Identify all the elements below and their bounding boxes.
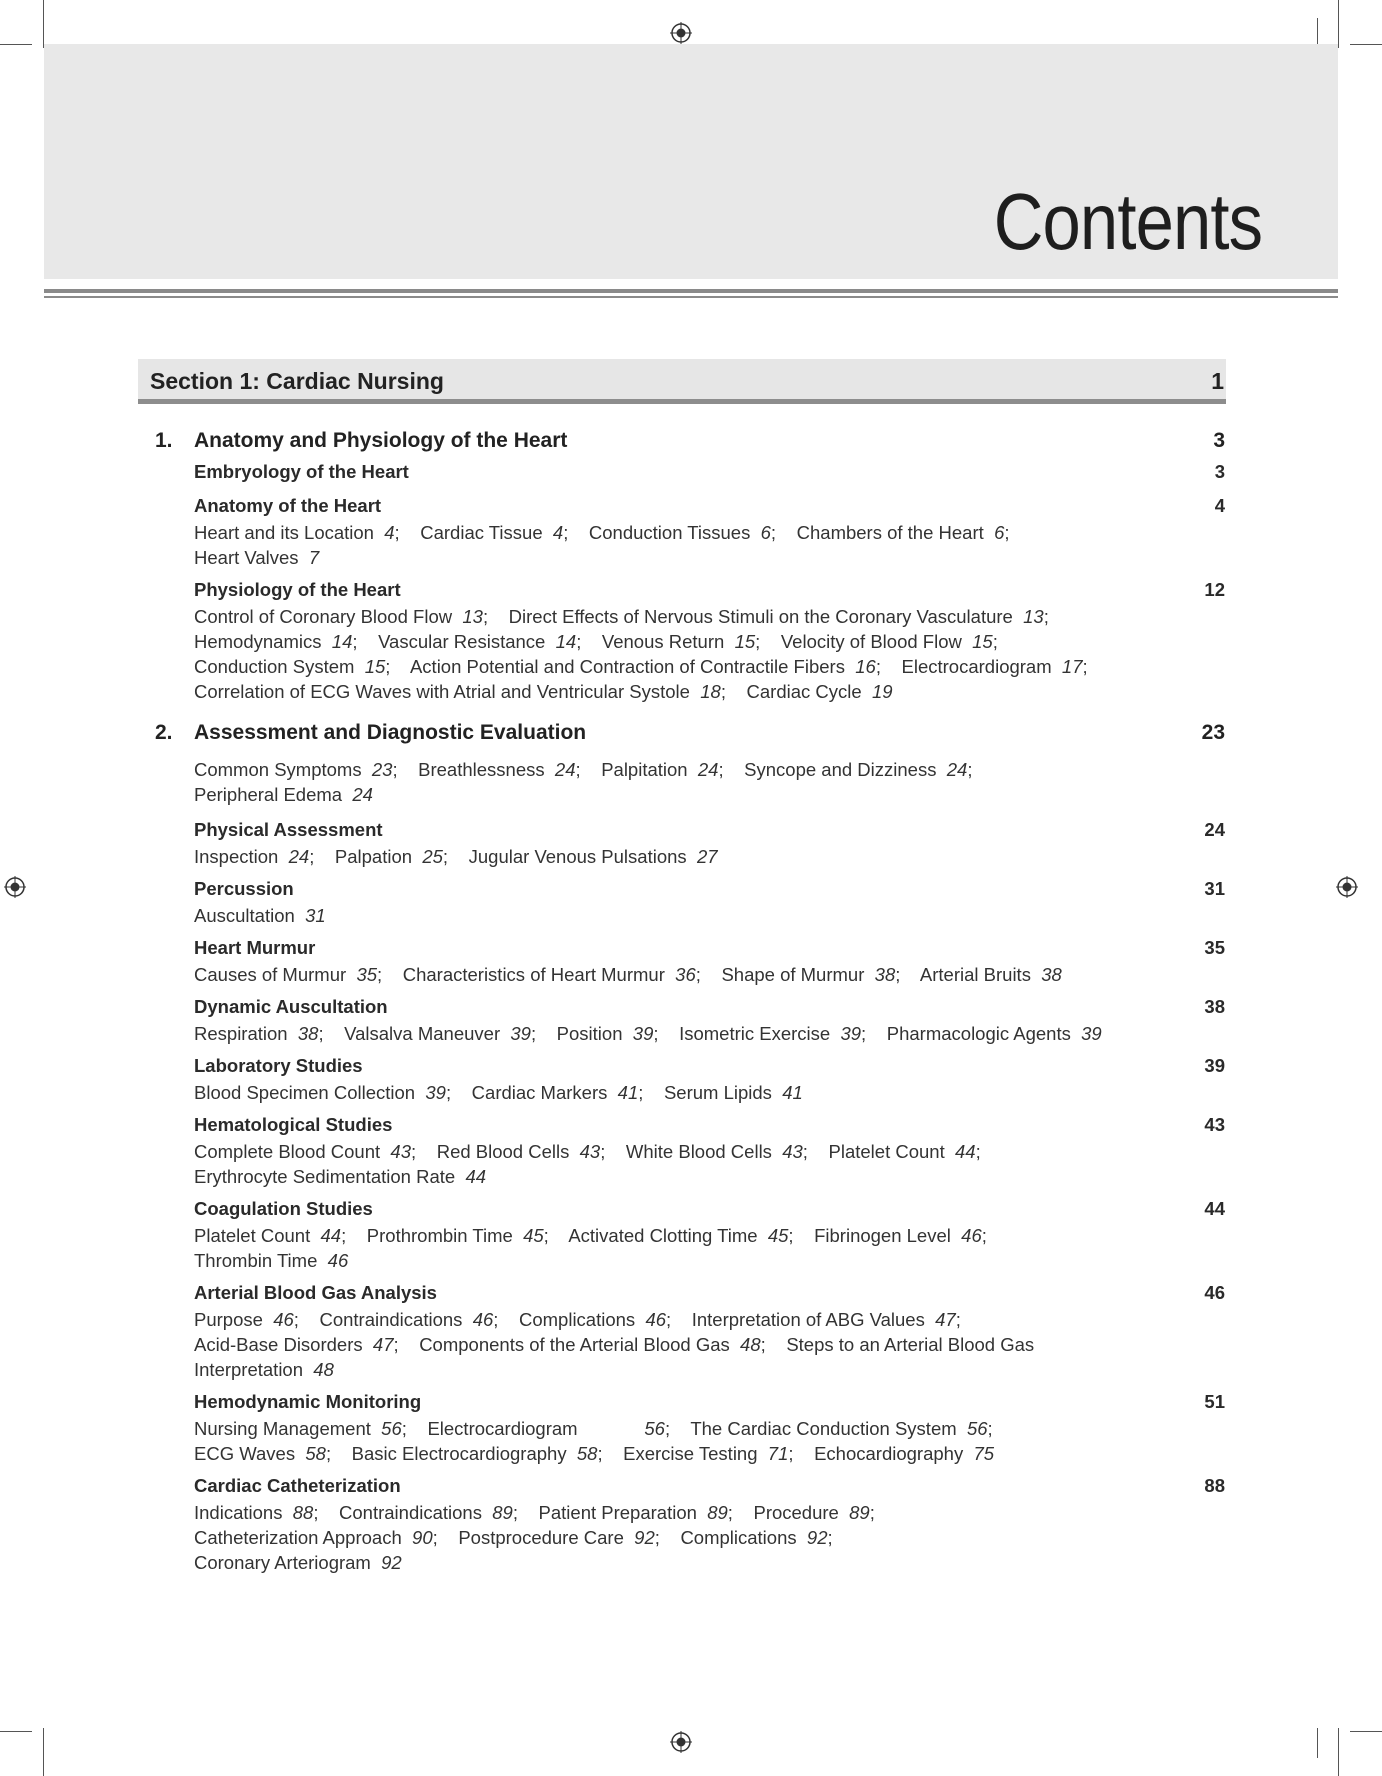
toc-entry-line: Indications 88; Contraindications 89; Patient Preparation 89; Procedure 89; bbox=[194, 1502, 875, 1523]
crop-mark bbox=[0, 44, 32, 45]
toc-entry-page: 48 bbox=[313, 1359, 334, 1380]
toc-entry-title: Platelet Count bbox=[194, 1225, 311, 1246]
toc-entry-title: White Blood Cells bbox=[625, 1141, 772, 1162]
toc-entry-title: Hemodynamics bbox=[194, 631, 322, 652]
toc-entry-title: Interpretation bbox=[194, 1359, 304, 1380]
registration-mark-icon bbox=[1336, 876, 1358, 898]
toc-entry-title: Erythrocyte Sedimentation Rate bbox=[194, 1166, 456, 1187]
toc-entry-page: 89 bbox=[707, 1502, 728, 1523]
toc-entry-page: 43 bbox=[390, 1141, 411, 1162]
toc-entry-line bbox=[194, 1166, 486, 1188]
toc-entry-title: Acid-Base Disorders bbox=[194, 1334, 363, 1355]
toc-entry-title: Vascular Resistance bbox=[378, 631, 546, 652]
toc-entry-title: Isometric Exercise bbox=[679, 1023, 831, 1044]
toc-entry-title: Complications bbox=[518, 1309, 636, 1330]
toc-entry-title: Jugular Venous Pulsations bbox=[468, 846, 687, 867]
toc-entry-title: Steps to an Arterial Blood Gas bbox=[786, 1334, 1035, 1355]
toc-entry-line bbox=[194, 1359, 334, 1381]
toc-entry-title: Breathlessness bbox=[418, 759, 545, 780]
toc-entry-page: 31 bbox=[305, 905, 326, 926]
toc-entry-page: 92 bbox=[806, 1527, 828, 1548]
toc-entry-page: 25 bbox=[422, 846, 443, 867]
subsection-page-number: 31 bbox=[1204, 878, 1225, 899]
toc-entry-title: Electrocardiogram bbox=[901, 656, 1052, 677]
header-rule bbox=[44, 289, 1338, 293]
crop-mark bbox=[1338, 0, 1339, 48]
toc-entry-title: ECG Waves bbox=[194, 1443, 296, 1464]
toc-entry-title: Interpretation of ABG Values bbox=[691, 1309, 925, 1330]
toc-entry-title: Thrombin Time bbox=[194, 1250, 318, 1271]
toc-entry-page: 88 bbox=[292, 1502, 314, 1523]
subsection-page-number: 39 bbox=[1204, 1055, 1225, 1076]
chapter-page-number: 23 bbox=[1201, 721, 1225, 744]
chapter-number: 1. bbox=[155, 429, 173, 452]
toc-entry-title: Cardiac Cycle bbox=[746, 681, 862, 702]
toc-entry-page: 39 bbox=[510, 1023, 531, 1044]
toc-entry-page: 38 bbox=[874, 964, 896, 985]
toc-entry-page: 43 bbox=[782, 1141, 803, 1162]
toc-entry-page: 45 bbox=[767, 1225, 789, 1246]
crop-mark bbox=[0, 1731, 32, 1732]
subsection-page-number: 12 bbox=[1204, 579, 1225, 600]
toc-entry-page: 35 bbox=[356, 964, 378, 985]
subsection-title: Laboratory Studies bbox=[194, 1055, 363, 1076]
subsection-page-number: 46 bbox=[1204, 1282, 1225, 1303]
crop-mark bbox=[1350, 1731, 1382, 1732]
subsection-title: Percussion bbox=[194, 878, 294, 899]
page-title: Contents bbox=[993, 177, 1262, 266]
toc-entry-title: Coronary Arteriogram bbox=[194, 1552, 371, 1573]
subsection-page-number: 3 bbox=[1214, 461, 1225, 482]
toc-entry-page: 58 bbox=[305, 1443, 326, 1464]
chapter-page-number: 3 bbox=[1213, 429, 1225, 452]
toc-entry-page: 41 bbox=[617, 1082, 639, 1103]
toc-entry-page: 7 bbox=[308, 547, 320, 568]
toc-entry-page: 39 bbox=[425, 1082, 446, 1103]
toc-entry-title: Causes of Murmur bbox=[194, 964, 347, 985]
toc-entry-title: Position bbox=[556, 1023, 623, 1044]
toc-entry-page: 38 bbox=[297, 1023, 319, 1044]
chapter-title: Anatomy and Physiology of the Heart bbox=[194, 429, 568, 452]
toc-entry-line: Blood Specimen Collection 39; Cardiac Markers 41; Serum Lipids 41 bbox=[194, 1082, 803, 1103]
section-title: Section 1: Cardiac Nursing bbox=[150, 368, 444, 394]
toc-entry-line: Catheterization Approach 90; Postprocedure Care 92; Complications 92; bbox=[194, 1527, 833, 1548]
toc-entry-page: 46 bbox=[327, 1250, 349, 1271]
toc-entry-title: Components of the Arterial Blood Gas bbox=[419, 1334, 730, 1355]
toc-entry-title: Echocardiography bbox=[814, 1443, 964, 1464]
header-rule bbox=[44, 296, 1338, 298]
toc-entry-title: Peripheral Edema bbox=[194, 784, 343, 805]
toc-entry-page: 39 bbox=[1081, 1023, 1102, 1044]
toc-entry-line bbox=[194, 547, 319, 569]
toc-entry-page: 92 bbox=[634, 1527, 655, 1548]
toc-entry-title: Contraindications bbox=[319, 1309, 463, 1330]
toc-entry-page: 44 bbox=[320, 1225, 342, 1246]
toc-entry-page: 18 bbox=[700, 681, 721, 702]
crop-mark bbox=[43, 0, 44, 48]
toc-entry-title: Postprocedure Care bbox=[458, 1527, 624, 1548]
toc-entry-page: 14 bbox=[555, 631, 577, 652]
toc-entry-title: Shape of Murmur bbox=[721, 964, 865, 985]
toc-entry-page: 92 bbox=[381, 1552, 402, 1573]
toc-entry-title: Indications bbox=[194, 1502, 283, 1523]
toc-entry-line: Correlation of ECG Waves with Atrial and Ventricular Systole 18; Cardiac Cycle 19 bbox=[194, 681, 893, 702]
toc-entry-title: Basic Electrocardiography bbox=[351, 1443, 567, 1464]
toc-entry-page: 89 bbox=[492, 1502, 513, 1523]
toc-entry-line: ECG Waves 58; Basic Electrocardiography 58; Exercise Testing 71; Echocardiography 75 bbox=[194, 1443, 995, 1464]
toc-entry-title: Conduction Tissues bbox=[588, 522, 751, 543]
toc-entry-title: Serum Lipids bbox=[663, 1082, 772, 1103]
toc-entry-page: 13 bbox=[1023, 606, 1044, 627]
toc-entry-line: Respiration 38; Valsalva Maneuver 39; Position 39; Isometric Exercise 39; Pharmacologic Agents 39 bbox=[194, 1023, 1102, 1044]
toc-entry-page: 43 bbox=[579, 1141, 601, 1162]
subsection-title: Embryology of the Heart bbox=[194, 461, 409, 482]
subsection-title: Arterial Blood Gas Analysis bbox=[194, 1282, 437, 1303]
toc-entry-title: Contraindications bbox=[339, 1502, 482, 1523]
toc-entry-page: 46 bbox=[472, 1309, 494, 1330]
chapter-number: 2. bbox=[155, 721, 173, 744]
toc-entry-title: Heart and its Location bbox=[194, 522, 374, 543]
subsection-title: Dynamic Auscultation bbox=[194, 996, 388, 1017]
registration-mark-icon bbox=[4, 876, 26, 898]
toc-entry-page: 17 bbox=[1061, 656, 1083, 677]
subsection-page-number: 4 bbox=[1214, 495, 1225, 516]
toc-entry-title: Patient Preparation bbox=[538, 1502, 697, 1523]
toc-entry-page: 44 bbox=[955, 1141, 976, 1162]
subsection-page-number: 43 bbox=[1204, 1114, 1225, 1135]
toc-entry-title: Arterial Bruits bbox=[919, 964, 1031, 985]
toc-entry-title: Palpation bbox=[334, 846, 413, 867]
toc-entry-title: Auscultation bbox=[194, 905, 295, 926]
toc-entry-title: Action Potential and Contraction of Contractile Fibers bbox=[409, 656, 845, 677]
subsection-page-number: 44 bbox=[1204, 1198, 1225, 1219]
toc-entry-page: 14 bbox=[331, 631, 353, 652]
toc-entry-page: 23 bbox=[371, 759, 393, 780]
toc-entry-page: 15 bbox=[364, 656, 386, 677]
crop-mark bbox=[43, 1728, 44, 1776]
toc-entry-line: Control of Coronary Blood Flow 13; Direct Effects of Nervous Stimuli on the Coronary Vasculature 13; bbox=[194, 606, 1049, 627]
toc-entry-line: Common Symptoms 23; Breathlessness 24; Palpitation 24; Syncope and Dizziness 24; bbox=[194, 759, 973, 780]
toc-entry-line: Purpose 46; Contraindications 46; Complications 46; Interpretation of ABG Values 47; bbox=[194, 1309, 961, 1330]
toc-entry-page: 41 bbox=[782, 1082, 803, 1103]
toc-entry-line: Nursing Management 56; Electrocardiogram 56; The Cardiac Conduction System 56; bbox=[194, 1418, 993, 1439]
crop-mark bbox=[1350, 44, 1382, 45]
toc-entry-page: 71 bbox=[767, 1443, 789, 1464]
toc-entry-title: Characteristics of Heart Murmur bbox=[402, 964, 665, 985]
toc-entry-title: Respiration bbox=[194, 1023, 288, 1044]
toc-entry-title: Syncope and Dizziness bbox=[744, 759, 937, 780]
toc-entry-page: 6 bbox=[760, 522, 771, 543]
toc-entry-line: Causes of Murmur 35; Characteristics of Heart Murmur 36; Shape of Murmur 38; Arterial Bruits 38 bbox=[194, 964, 1062, 985]
toc-entry-title: Red Blood Cells bbox=[436, 1141, 570, 1162]
crop-mark bbox=[1317, 1728, 1318, 1758]
toc-entry-page: 38 bbox=[1041, 964, 1062, 985]
subsection-title: Physical Assessment bbox=[194, 819, 383, 840]
toc-entry-line: Conduction System 15; Action Potential and Contraction of Contractile Fibers 16; Electrocardiogram 17; bbox=[194, 656, 1088, 677]
toc-entry-title: Correlation of ECG Waves with Atrial and Ventricular Systole bbox=[194, 681, 690, 702]
toc-entry-page: 47 bbox=[372, 1334, 394, 1355]
toc-entry-line bbox=[194, 784, 373, 806]
toc-entry-page: 58 bbox=[576, 1443, 598, 1464]
toc-entry-title: Complications bbox=[680, 1527, 797, 1548]
toc-entry-title: Common Symptoms bbox=[194, 759, 362, 780]
subsection-page-number: 38 bbox=[1204, 996, 1225, 1017]
crop-mark bbox=[1338, 1728, 1339, 1776]
toc-entry-page: 39 bbox=[632, 1023, 654, 1044]
toc-entry-page: 24 bbox=[352, 784, 373, 805]
toc-entry-title: Complete Blood Count bbox=[194, 1141, 381, 1162]
chapter-title: Assessment and Diagnostic Evaluation bbox=[194, 721, 587, 744]
toc-entry-page: 24 bbox=[554, 759, 576, 780]
toc-entry-page: 56 bbox=[966, 1418, 988, 1439]
toc-entry-page: 15 bbox=[734, 631, 756, 652]
toc-entry-line: Platelet Count 44; Prothrombin Time 45; Activated Clotting Time 45; Fibrinogen Level 46; bbox=[194, 1225, 987, 1246]
toc-entry-title: Cardiac Tissue bbox=[420, 522, 543, 543]
toc-entry-line: Inspection 24; Palpation 25; Jugular Venous Pulsations 27 bbox=[194, 846, 718, 867]
subsection-title: Hematological Studies bbox=[194, 1114, 393, 1135]
toc-entry-page: 24 bbox=[697, 759, 719, 780]
toc-entry-line bbox=[194, 1552, 402, 1574]
toc-entry-title: Exercise Testing bbox=[623, 1443, 758, 1464]
subsection-title: Physiology of the Heart bbox=[194, 579, 401, 600]
toc-entry-page: 15 bbox=[972, 631, 993, 652]
subsection-title: Anatomy of the Heart bbox=[194, 495, 382, 516]
toc-entry-line: Heart and its Location 4; Cardiac Tissue 4; Conduction Tissues 6; Chambers of the Heart 6; bbox=[194, 522, 1010, 543]
subsection-page-number: 51 bbox=[1204, 1391, 1225, 1412]
toc-entry-page: 47 bbox=[935, 1309, 956, 1330]
toc-entry-title: Electrocardiogram bbox=[427, 1418, 635, 1439]
toc-entry-title: Prothrombin Time bbox=[366, 1225, 513, 1246]
registration-mark-icon bbox=[670, 1731, 692, 1753]
toc-entry-page: 24 bbox=[946, 759, 968, 780]
toc-entry-title: Nursing Management bbox=[194, 1418, 371, 1439]
toc-entry-title: Inspection bbox=[194, 846, 279, 867]
toc-entry-title: Direct Effects of Nervous Stimuli on the Coronary Vasculature bbox=[508, 606, 1013, 627]
subsection-title: Hemodynamic Monitoring bbox=[194, 1391, 422, 1412]
subsection-title: Cardiac Catheterization bbox=[194, 1475, 401, 1496]
registration-mark-icon bbox=[670, 22, 692, 44]
toc-entry-page: 44 bbox=[465, 1166, 487, 1187]
toc-entry-title: Venous Return bbox=[601, 631, 725, 652]
toc-entry-title: Purpose bbox=[194, 1309, 263, 1330]
toc-entry-page: 36 bbox=[675, 964, 696, 985]
toc-entry-page: 24 bbox=[288, 846, 310, 867]
toc-entry-page: 13 bbox=[462, 606, 483, 627]
toc-entry-title: Control of Coronary Blood Flow bbox=[194, 606, 453, 627]
toc-entry-page: 6 bbox=[994, 522, 1005, 543]
toc-entry-title: Heart Valves bbox=[194, 547, 299, 568]
toc-entry-title: Procedure bbox=[753, 1502, 839, 1523]
subsection-title: Heart Murmur bbox=[194, 937, 316, 958]
toc-entry-page: 90 bbox=[412, 1527, 433, 1548]
section-page-number: 1 bbox=[1211, 368, 1224, 394]
toc-entry-line bbox=[194, 905, 326, 927]
toc-entry-line: Hemodynamics 14; Vascular Resistance 14; Venous Return 15; Velocity of Blood Flow 15; bbox=[194, 631, 998, 652]
toc-entry-title: Catheterization Approach bbox=[194, 1527, 402, 1548]
toc-entry-page: 4 bbox=[552, 522, 564, 543]
section-heading bbox=[138, 359, 1226, 404]
toc-entry-page: 39 bbox=[840, 1023, 862, 1044]
toc-entry-page: 48 bbox=[740, 1334, 761, 1355]
toc-entry-page: 16 bbox=[855, 656, 876, 677]
toc-entry-page: 56 bbox=[381, 1418, 402, 1439]
toc-entry-title: Conduction System bbox=[194, 656, 355, 677]
toc-entry-title: Activated Clotting Time bbox=[568, 1225, 758, 1246]
toc-entry-line: Acid-Base Disorders 47; Components of the Arterial Blood Gas 48; Steps to an Arterial Blood Gas bbox=[194, 1334, 1035, 1355]
subsection-page-number: 24 bbox=[1204, 819, 1225, 840]
toc-entry-page: 4 bbox=[384, 522, 395, 543]
toc-entry-page: 56 bbox=[644, 1418, 665, 1439]
toc-entry-title: The Cardiac Conduction System bbox=[690, 1418, 957, 1439]
toc-entry-title: Palpitation bbox=[601, 759, 688, 780]
toc-entry-page: 46 bbox=[645, 1309, 667, 1330]
toc-entry-page: 19 bbox=[871, 681, 893, 702]
toc-entry-title: Velocity of Blood Flow bbox=[780, 631, 962, 652]
subsection-page-number: 35 bbox=[1204, 937, 1225, 958]
toc-entry-title: Fibrinogen Level bbox=[814, 1225, 951, 1246]
toc-entry-page: 75 bbox=[973, 1443, 995, 1464]
toc-entry-page: 46 bbox=[961, 1225, 982, 1246]
toc-entry-title: Cardiac Markers bbox=[471, 1082, 608, 1103]
toc-entry-title: Valsalva Maneuver bbox=[344, 1023, 501, 1044]
toc-entry-title: Platelet Count bbox=[828, 1141, 945, 1162]
toc-entry-title: Pharmacologic Agents bbox=[886, 1023, 1071, 1044]
toc-entry-title: Blood Specimen Collection bbox=[194, 1082, 416, 1103]
toc-entry-line: Complete Blood Count 43; Red Blood Cells 43; White Blood Cells 43; Platelet Count 44; bbox=[194, 1141, 981, 1162]
toc-entry-page: 27 bbox=[696, 846, 718, 867]
subsection-page-number: 88 bbox=[1204, 1475, 1225, 1496]
toc-entry-page: 46 bbox=[273, 1309, 294, 1330]
toc-entry-page: 89 bbox=[849, 1502, 870, 1523]
subsection-title: Coagulation Studies bbox=[194, 1198, 373, 1219]
toc-entry-page: 45 bbox=[523, 1225, 544, 1246]
toc-entry-line bbox=[194, 1250, 348, 1272]
toc-entry-title: Chambers of the Heart bbox=[796, 522, 984, 543]
